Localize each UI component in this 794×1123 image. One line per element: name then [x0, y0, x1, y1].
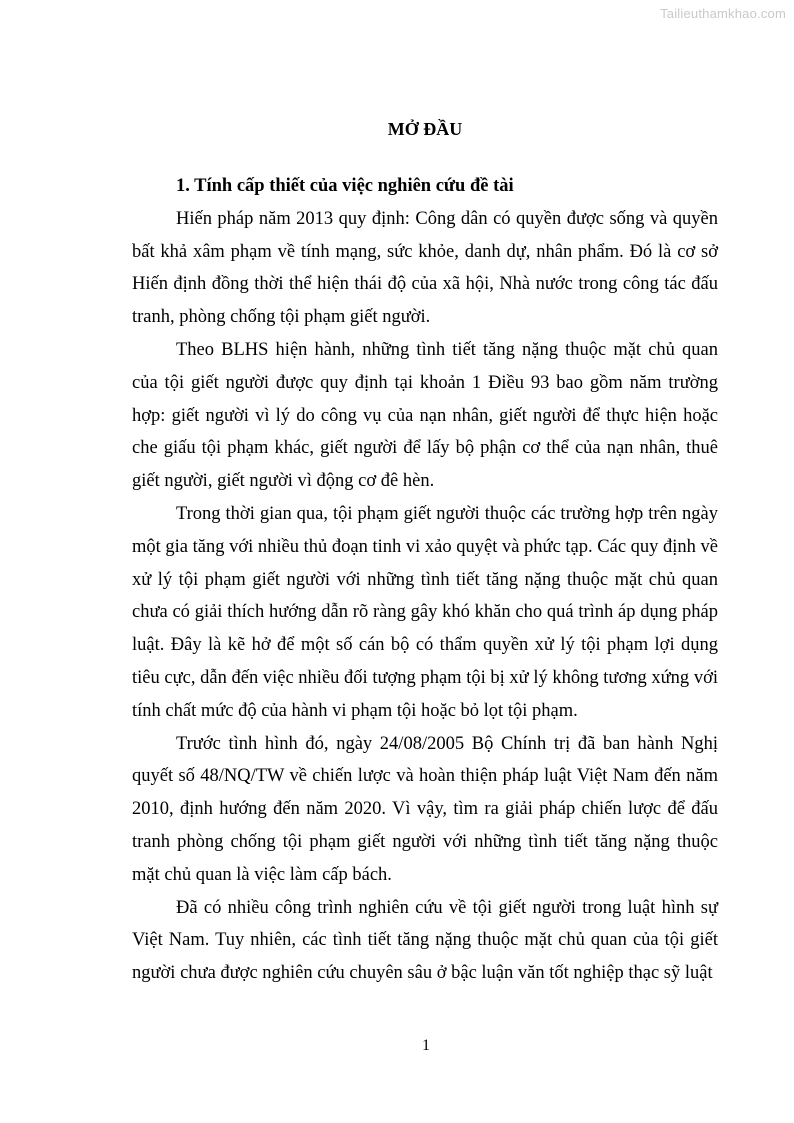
paragraph-1: Hiến pháp năm 2013 quy định: Công dân có quyền được sống và quyền bất khả xâm phạm về tính mạng, sức khỏe, danh dự, nhân phẩm. Đó là cơ sở Hiến định đồng thời thể hiện thái độ của xã hội, Nhà nước trong công tác đấu tranh, phòng chống tội phạm giết người.: [132, 208, 718, 328]
paragraph-2: Theo BLHS hiện hành, những tình tiết tăng nặng thuộc mặt chủ quan của tội giết người được quy định tại khoản 1 Điều 93 bao gồm năm trường hợp: giết người vì lý do công vụ của nạn nhân, giết người để thực hiện hoặc che giấu tội phạm khác, giết người để lấy bộ phận cơ thể của nạn nhân, thuê giết người, giết người vì động cơ đê hèn.: [132, 339, 718, 492]
document-body: [132, 112, 718, 990]
page-number: 1: [422, 1037, 430, 1054]
paragraph-5: Đã có nhiều công trình nghiên cứu về tội giết người trong luật hình sự Việt Nam. Tuy nhiên, các tình tiết tăng nặng thuộc mặt chủ quan của tội giết người chưa được nghiên cứu chuyên sâu ở bậc luận văn tốt nghiệp thạc sỹ luật: [132, 897, 718, 984]
section-heading: 1. Tính cấp thiết của việc nghiên cứu đề tài: [176, 176, 514, 196]
paragraph-3: Trong thời gian qua, tội phạm giết người thuộc các trường hợp trên ngày một gia tăng với nhiều thủ đoạn tinh vi xảo quyệt và phức tạp. Các quy định về xử lý tội phạm giết người với những tình tiết tăng nặng thuộc mặt chủ quan chưa có giải thích hướng dẫn rõ ràng gây khó khăn cho quá trình áp dụng pháp luật. Đây là kẽ hở để một số cán bộ có thẩm quyền xử lý tội phạm lợi dụng tiêu cực, dẫn đến việc nhiều đối tượng phạm tội bị xử lý không tương xứng với tính chất mức độ của hành vi phạm tội hoặc bỏ lọt tội phạm.: [132, 503, 719, 721]
watermark-text: Tailieuthamkhao.com: [660, 6, 786, 21]
page-title: MỞ ĐẦU: [387, 119, 463, 139]
paragraph-4: Trước tình hình đó, ngày 24/08/2005 Bộ Chính trị đã ban hành Nghị quyết số 48/NQ/TW về chiến lược và hoàn thiện pháp luật Việt Nam đến năm 2010, định hướng đến năm 2020. Vì vậy, tìm ra giải pháp chiến lược để đấu tranh phòng chống tội phạm giết người với những tình tiết tăng nặng thuộc mặt chủ quan là việc làm cấp bách.: [132, 733, 718, 885]
